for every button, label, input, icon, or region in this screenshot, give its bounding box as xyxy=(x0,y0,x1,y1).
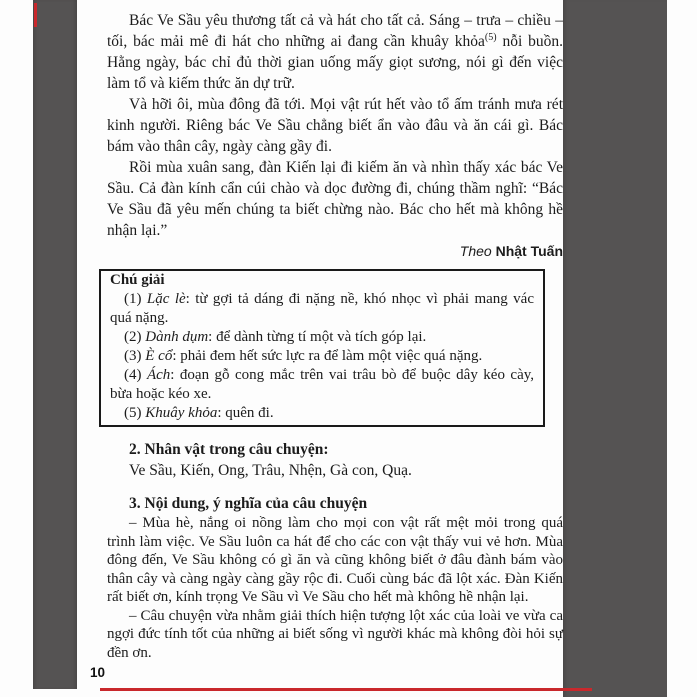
glossary-box xyxy=(99,269,545,427)
page-text-column xyxy=(107,10,563,662)
section-3-heading: 3. Nội dung, ý nghĩa của câu chuyện xyxy=(129,495,368,512)
glossary-entry-3-definition: : phải đem hết sức lực ra để làm một việc quá nặng. xyxy=(172,348,483,364)
story-paragraph-2: Và hỡi ôi, mùa đông đã tới. Mọi vật rút hết vào tổ ấm tránh mưa rét kinh người. Riêng bác Ve Sầu chẳng biết ẩn vào đâu và ăn cái gì. Bác bám vào thân cây, ngày càng gầy đi. xyxy=(107,96,563,155)
glossary-entry-2 xyxy=(110,328,534,347)
glossary-title: Chú giải xyxy=(110,272,165,288)
glossary-entry-5-definition: : quên đi. xyxy=(217,405,274,421)
glossary-entry-3-number: (3) xyxy=(124,348,142,364)
glossary-entry-2-term: Dành dụm xyxy=(145,329,209,345)
scan-edge-right xyxy=(563,0,667,697)
story-paragraph-1-text: Bác Ve Sầu yêu thương tất cả và hát cho tất cả. Sáng – trưa – chiều – tối, bác mải mê đi hát cho những ai đang cần khuây khỏa xyxy=(107,12,563,50)
attribution-prefix: Theo xyxy=(459,243,492,259)
glossary-entry-1-definition: : từ gợi tả dáng đi nặng nề, khó nhọc vì phải mang vác quá nặng. xyxy=(110,291,534,326)
glossary-entry-5-number: (5) xyxy=(124,405,142,421)
scan-edge-left xyxy=(33,0,77,689)
red-pen-bottom-line xyxy=(100,688,592,691)
glossary-entry-2-number: (2) xyxy=(124,329,142,345)
footnote-reference-5: (5) xyxy=(484,31,497,43)
glossary-entry-1 xyxy=(110,290,534,328)
glossary-entry-4-term: Ách xyxy=(146,367,171,383)
red-pen-tick-mark xyxy=(34,3,37,27)
glossary-entry-1-term: Lặc lè xyxy=(146,291,186,307)
attribution-author: Nhật Tuấn xyxy=(495,243,563,259)
glossary-entry-2-definition: : để dành từng tí một và tích góp lại. xyxy=(208,329,427,345)
glossary-entry-4 xyxy=(110,366,534,404)
story-paragraph-1-text-cont: nỗi buồn. Hằng ngày, bác chỉ đủ thời gian uống mấy giọt sương, nói gì đến việc làm tổ và kiếm thức ăn dự trữ. xyxy=(107,33,563,92)
glossary-entry-5-term: Khuây khỏa xyxy=(145,405,218,421)
section-2-characters-list: Ve Sầu, Kiến, Ong, Trâu, Nhện, Gà con, Quạ. xyxy=(129,462,412,479)
story-paragraph-3: Rồi mùa xuân sang, đàn Kiến lại đi kiếm ăn và nhìn thấy xác bác Ve Sầu. Cả đàn kính cẩn cúi chào và dọc đường đi, chúng thầm nghĩ: “Bác Ve Sầu đã yêu mến chúng ta biết chừng nào. Bác cho hết mà không hề nhận lại.” xyxy=(107,159,563,239)
glossary-entry-5 xyxy=(110,404,534,423)
page-number: 10 xyxy=(90,665,106,680)
glossary-entry-4-definition: : đoạn gỗ cong mắc trên vai trâu bò để buộc dây kéo cày, bừa hoặc kéo xe. xyxy=(110,367,535,402)
glossary-entry-3 xyxy=(110,347,534,366)
story-paragraph-1 xyxy=(107,10,563,94)
section-3-paragraph-1: – Mùa hè, nắng oi nồng làm cho mọi con vật rất mệt mỏi trong quá trình làm việc. Ve Sầu luôn ca hát để cho các con vật thấy vui vẻ hơn. Mùa đông đến, Ve Sầu không có gì ăn và cũng không biết ở đâu đành bám vào thân cây và càng ngày càng gầy rộc đi. Cuối cùng bác đã lột xác. Đàn Kiến rất biết ơn, kính trọng Ve Sầu vì Ve Sầu cho hết mà không hề nhận lại. xyxy=(107,515,563,605)
glossary-entry-1-number: (1) xyxy=(124,291,142,307)
section-3-paragraph-2: – Câu chuyện vừa nhằm giải thích hiện tượng lột xác của loài ve vừa ca ngợi đức tính tốt của những ai biết sống vì người khác mà không đòi hỏi sự đền ơn. xyxy=(107,607,563,661)
glossary-entry-3-term: È cổ xyxy=(145,348,173,364)
section-2-heading: 2. Nhân vật trong câu chuyện: xyxy=(129,441,329,458)
glossary-entry-4-number: (4) xyxy=(124,367,142,383)
author-attribution xyxy=(107,242,563,261)
